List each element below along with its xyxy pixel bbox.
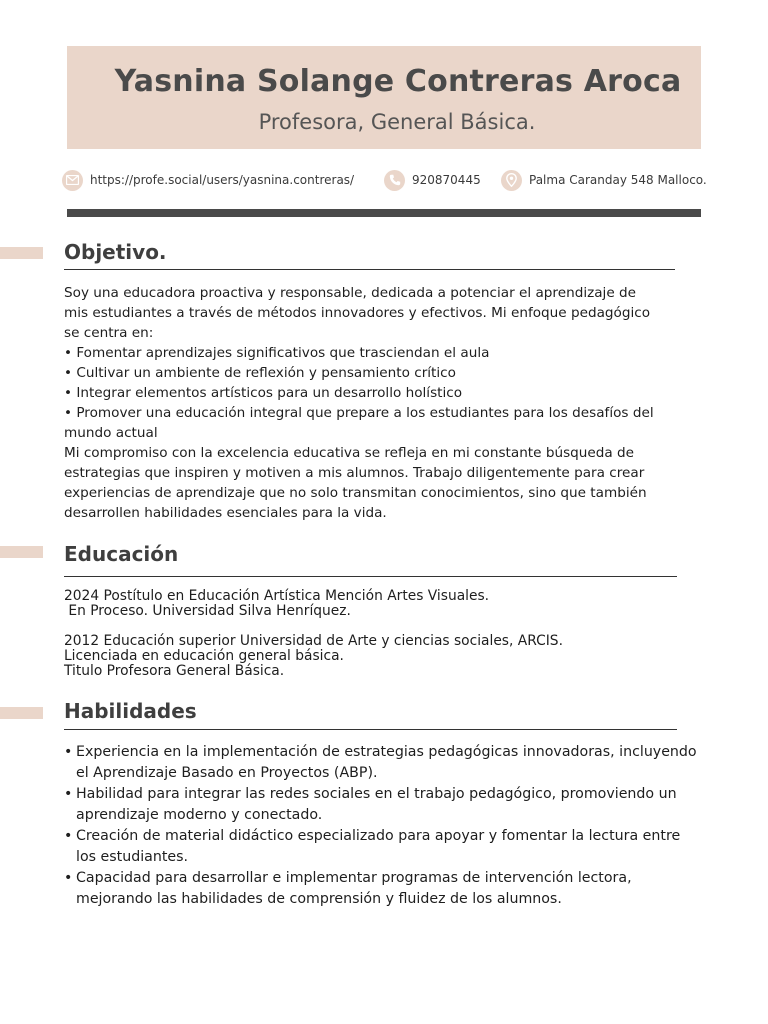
skill-line: mejorando las habilidades de comprensión y fluidez de los alumnos. [76, 891, 562, 907]
education-entry [64, 634, 744, 679]
objective-line: • Fomentar aprendizajes significativos que trasciendan el aula [64, 345, 490, 361]
list-item [64, 868, 754, 910]
education-title: Educación [64, 542, 179, 566]
education-line: Titulo Profesora General Básica. [64, 663, 285, 679]
skill-line: • Habilidad para integrar las redes sociales en el trabajo pedagógico, promoviendo un [76, 786, 677, 802]
objective-line: • Cultivar un ambiente de reflexión y pensamiento crítico [64, 365, 456, 381]
skill-line: los estudiantes. [76, 849, 189, 865]
objective-line: experiencias de aprendizaje que no solo transmitan conocimientos, sino que también [64, 485, 647, 501]
candidate-role: Profesora, General Básica. [258, 110, 536, 134]
contact-phone [384, 170, 481, 190]
candidate-name: Yasnina Solange Contreras Aroca [114, 64, 682, 99]
header-banner [67, 46, 701, 149]
location-pin-icon [501, 170, 522, 191]
objective-line: mundo actual [64, 425, 158, 441]
section-divider [64, 576, 677, 577]
objective-text [64, 283, 744, 523]
objective-line: • Promover una educación integral que prepare a los estudiantes para los desafíos del [64, 405, 654, 421]
phone-icon [384, 170, 405, 191]
skill-line: el Aprendizaje Basado en Proyectos (ABP). [76, 765, 378, 781]
contact-phone-text: 920870445 [412, 173, 481, 187]
header-divider [67, 209, 701, 217]
education-line: 2024 Postítulo en Educación Artística Mención Artes Visuales. [64, 588, 490, 604]
skill-line: • Creación de material didáctico especializado para apoyar y fomentar la lectura entre [76, 828, 681, 844]
contact-url-text[interactable]: https://profe.social/users/yasnina.contreras/ [90, 173, 355, 187]
skill-line: • Experiencia en la implementación de estrategias pedagógicas innovadoras, incluyendo [76, 744, 697, 760]
skills-list [64, 742, 754, 910]
skill-line: • Capacidad para desarrollar e implementar programas de intervención lectora, [76, 870, 632, 886]
section-accent [0, 546, 43, 558]
education-line: En Proceso. Universidad Silva Henríquez. [64, 603, 351, 619]
list-item [64, 826, 754, 868]
skills-title: Habilidades [64, 699, 197, 723]
contact-address-text: Palma Caranday 548 Malloco. [529, 173, 707, 187]
section-divider [64, 729, 677, 730]
objective-line: se centra en: [64, 325, 154, 341]
section-accent [0, 707, 43, 719]
education-entry [64, 589, 744, 619]
list-item [64, 742, 754, 784]
section-accent [0, 247, 43, 259]
objective-line: Soy una educadora proactiva y responsable, dedicada a potenciar el aprendizaje de [64, 285, 637, 301]
education-line: Licenciada en educación general básica. [64, 648, 344, 664]
education-line: 2012 Educación superior Universidad de Arte y ciencias sociales, ARCIS. [64, 633, 563, 649]
section-divider [64, 269, 675, 270]
objective-line: mis estudiantes a través de métodos innovadores y efectivos. Mi enfoque pedagógico [64, 305, 651, 321]
contact-url[interactable] [62, 170, 354, 190]
objective-title: Objetivo. [64, 240, 167, 264]
list-item [64, 784, 754, 826]
contact-address [501, 170, 707, 190]
objective-line: estrategias que inspiren y motiven a mis alumnos. Trabajo diligentemente para crear [64, 465, 645, 481]
envelope-icon [62, 170, 83, 191]
objective-line: Mi compromiso con la excelencia educativa se refleja en mi constante búsqueda de [64, 445, 635, 461]
skill-line: aprendizaje moderno y conectado. [76, 807, 323, 823]
objective-line: desarrollen habilidades esenciales para la vida. [64, 505, 387, 521]
objective-line: • Integrar elementos artísticos para un desarrollo holístico [64, 385, 463, 401]
